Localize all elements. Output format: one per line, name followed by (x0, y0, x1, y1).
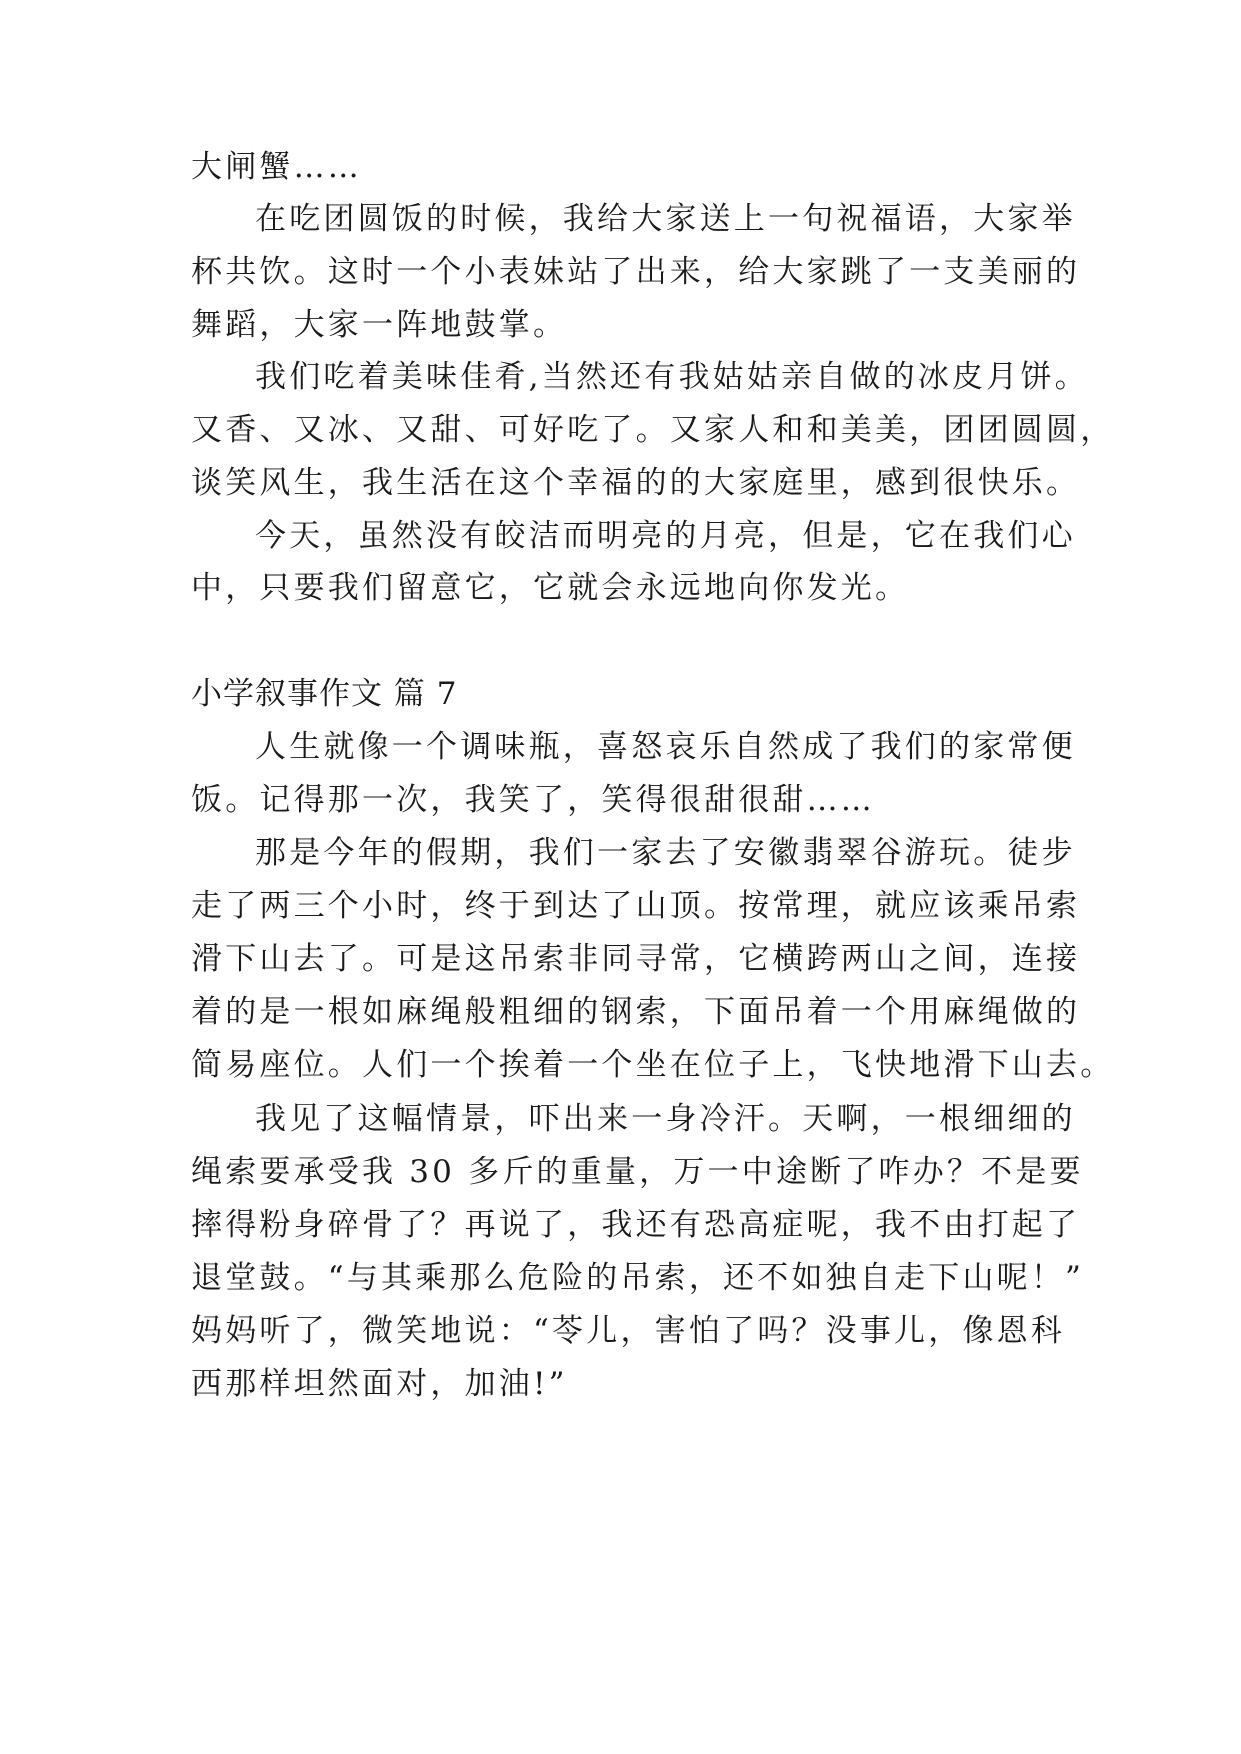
paragraph-line: 在吃团圆饭的时候，我给大家送上一句祝福语，大家举 (255, 201, 1076, 237)
text-line: 中，只要我们留意它，它就会永远地向你发光。 (191, 570, 910, 606)
text-line: 摔得粉身碎骨了？再说了，我还有恐高症呢，我不由打起了 (191, 1207, 1081, 1243)
paragraph-line: 那是今年的假期，我们一家去了安徽翡翠谷游玩。徒步 (255, 835, 1076, 871)
paragraph-line: 人生就像一个调味瓶，喜怒哀乐自然成了我们的家常便 (255, 729, 1076, 765)
text-line: 又香、又冰、又甜、可好吃了。又家人和和美美，团团圆圆， (191, 412, 1115, 448)
paragraph-line: 我见了这幅情景，吓出来一身冷汗。天啊，一根细细的 (255, 1101, 1076, 1137)
text-line: 简易座位。人们一个挨着一个坐在位子上，飞快地滑下山去。 (191, 1047, 1115, 1083)
text-line: 滑下山去了。可是这吊索非同寻常，它横跨两山之间，连接 (191, 941, 1081, 977)
text-line: 饭。记得那一次，我笑了，笑得很甜很甜…… (191, 782, 875, 818)
section-heading: 小学叙事作文 篇 7 (191, 676, 458, 712)
text-line: 杯共饮。这时一个小表妹站了出来，给大家跳了一支美丽的 (191, 254, 1081, 290)
text-line: 绳索要承受我 30 多斤的重量，万一中途断了咋办？不是要 (191, 1154, 1084, 1190)
text-line: 谈笑风生，我生活在这个幸福的的大家庭里，感到很快乐。 (191, 465, 1081, 501)
paragraph-line: 我们吃着美味佳肴,当然还有我姑姑亲自做的冰皮月饼。 (255, 359, 1089, 395)
text-line: 西那样坦然面对，加油!” (191, 1366, 568, 1402)
text-line: 走了两三个小时，终于到达了山顶。按常理，就应该乘吊索 (191, 888, 1081, 924)
text-line: 着的是一根如麻绳般粗细的钢索，下面吊着一个用麻绳做的 (191, 994, 1081, 1030)
text-line: 退堂鼓。“与其乘那么危险的吊索，还不如独自走下山呢！” (191, 1260, 1085, 1296)
text-line: 妈妈听了，微笑地说：“苓儿，害怕了吗？没事儿，像恩科 (191, 1313, 1066, 1349)
text-line: 大闸蟹…… (191, 149, 362, 185)
text-line: 舞蹈，大家一阵地鼓掌。 (191, 307, 568, 343)
paragraph-line: 今天，虽然没有皎洁而明亮的月亮，但是，它在我们心 (255, 518, 1076, 554)
